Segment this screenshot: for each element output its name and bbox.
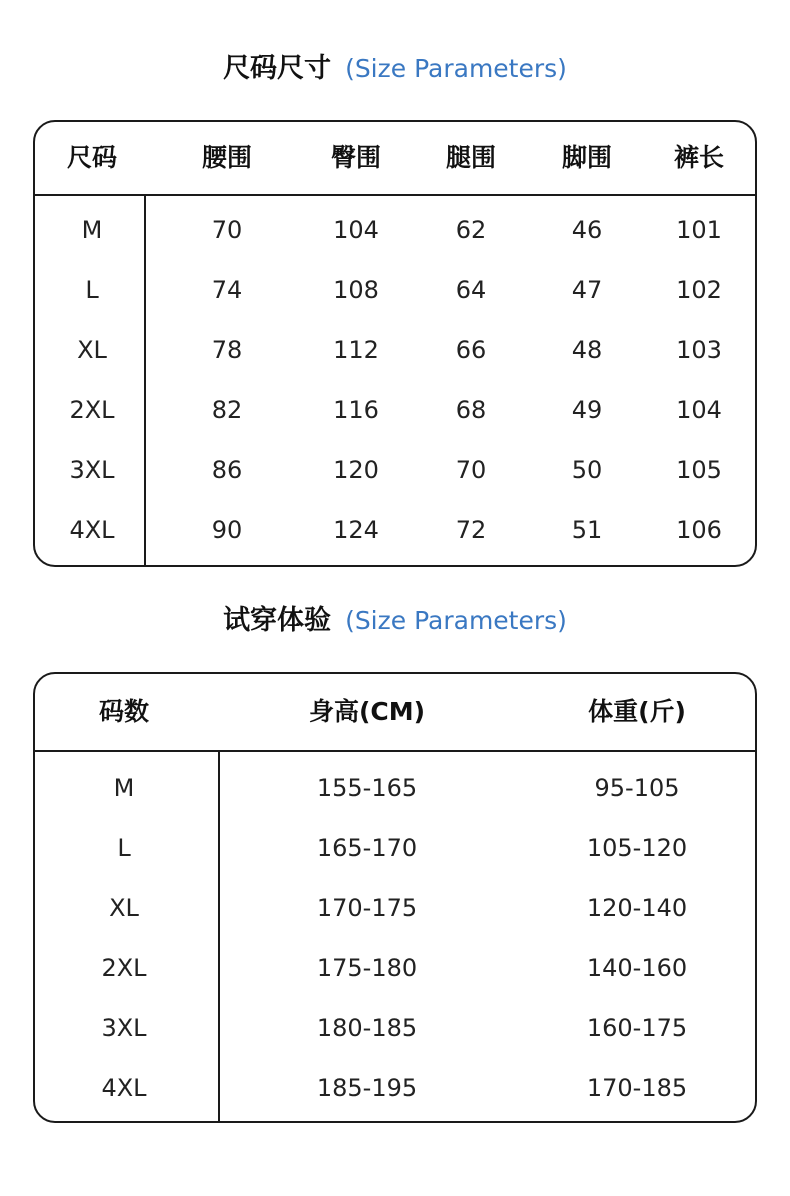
size_table-data-cell: 105 (676, 456, 722, 484)
fit_table-header-cell: 体重(斤) (588, 697, 686, 726)
fit_table-data-cell: 3XL (101, 1014, 147, 1042)
fit_table-data-cell: XL (109, 894, 139, 922)
size_table-header-cell: 腰围 (201, 143, 253, 172)
size_table-data-cell: 103 (676, 336, 722, 364)
size_table-data-cell: 124 (333, 516, 379, 544)
fit_table-data-cell: 175-180 (316, 954, 418, 982)
fit_table-data-cell: 4XL (101, 1074, 147, 1102)
size_table-data-cell: 112 (333, 336, 379, 364)
size_table-data-cell: 106 (676, 516, 722, 544)
fit_table-data-cell: 105-120 (586, 834, 688, 862)
size_table-header-cell: 臀围 (330, 143, 382, 172)
size-table-divider (144, 194, 146, 565)
fit_table-data-cell: 120-140 (586, 894, 688, 922)
size_table-data-cell: M (81, 216, 103, 244)
size_table-data-cell: 108 (333, 276, 379, 304)
size_table-data-cell: 62 (455, 216, 487, 244)
fit_table-data-cell: M (113, 774, 135, 802)
fit_table-header-cell: 码数 (98, 697, 150, 726)
fit_table-data-cell: 160-175 (586, 1014, 688, 1042)
fit_table-header-cell: 身高(CM) (308, 697, 426, 726)
fit_table-data-cell: 140-160 (586, 954, 688, 982)
size_table-data-cell: 50 (571, 456, 603, 484)
fit_table-data-cell: 185-195 (316, 1074, 418, 1102)
fit-table-divider (218, 750, 220, 1121)
size_table-header-cell: 裤长 (673, 143, 725, 172)
size-section-title (0, 49, 790, 89)
size_table-data-cell: 3XL (69, 456, 115, 484)
size_table-data-cell: 51 (571, 516, 603, 544)
size-table (33, 120, 757, 567)
size_table-data-cell: 48 (571, 336, 603, 364)
fit_table-data-cell: 95-105 (594, 774, 680, 802)
size_table-data-cell: 47 (571, 276, 603, 304)
fit_table-data-cell: 2XL (101, 954, 147, 982)
size_table-data-cell: 78 (211, 336, 243, 364)
size_table-data-cell: 102 (676, 276, 722, 304)
fit_table-data-cell: L (117, 834, 131, 862)
size_table-data-cell: 72 (455, 516, 487, 544)
size_table-header-cell: 脚围 (561, 143, 613, 172)
size_table-data-cell: 101 (676, 216, 722, 244)
fit_table-data-cell: 170-185 (586, 1074, 688, 1102)
fit_table-data-cell: 165-170 (316, 834, 418, 862)
size-table-header (35, 122, 755, 196)
size_table-data-cell: 70 (455, 456, 487, 484)
size_table-data-cell: 68 (455, 396, 487, 424)
fit_table-data-cell: 180-185 (316, 1014, 418, 1042)
size_table-data-cell: 64 (455, 276, 487, 304)
size_table-data-cell: 120 (333, 456, 379, 484)
size_table-data-cell: 86 (211, 456, 243, 484)
size_table-data-cell: 46 (571, 216, 603, 244)
size_table-data-cell: 82 (211, 396, 243, 424)
fit-section-title (0, 601, 790, 641)
size_table-data-cell: 4XL (69, 516, 115, 544)
size_table-data-cell: 74 (211, 276, 243, 304)
size_table-data-cell: 104 (333, 216, 379, 244)
size-title-zh: 尺码尺寸 (223, 53, 332, 84)
size_table-data-cell: 49 (571, 396, 603, 424)
size_table-data-cell: 90 (211, 516, 243, 544)
size_table-data-cell: 66 (455, 336, 487, 364)
fit_table-data-cell: 155-165 (316, 774, 418, 802)
size_table-data-cell: 70 (211, 216, 243, 244)
fit-table (33, 672, 757, 1123)
size_table-header-cell: 尺码 (66, 143, 118, 172)
size_table-data-cell: XL (77, 336, 107, 364)
fit-title-en: (Size Parameters) (345, 606, 567, 635)
fit_table-data-cell: 170-175 (316, 894, 418, 922)
size_table-data-cell: L (85, 276, 99, 304)
size_table-data-cell: 2XL (69, 396, 115, 424)
size_table-data-cell: 104 (676, 396, 722, 424)
size-title-en: (Size Parameters) (345, 54, 567, 83)
size_table-data-cell: 116 (333, 396, 379, 424)
size_table-header-cell: 腿围 (445, 143, 497, 172)
fit-title-zh: 试穿体验 (223, 605, 332, 636)
